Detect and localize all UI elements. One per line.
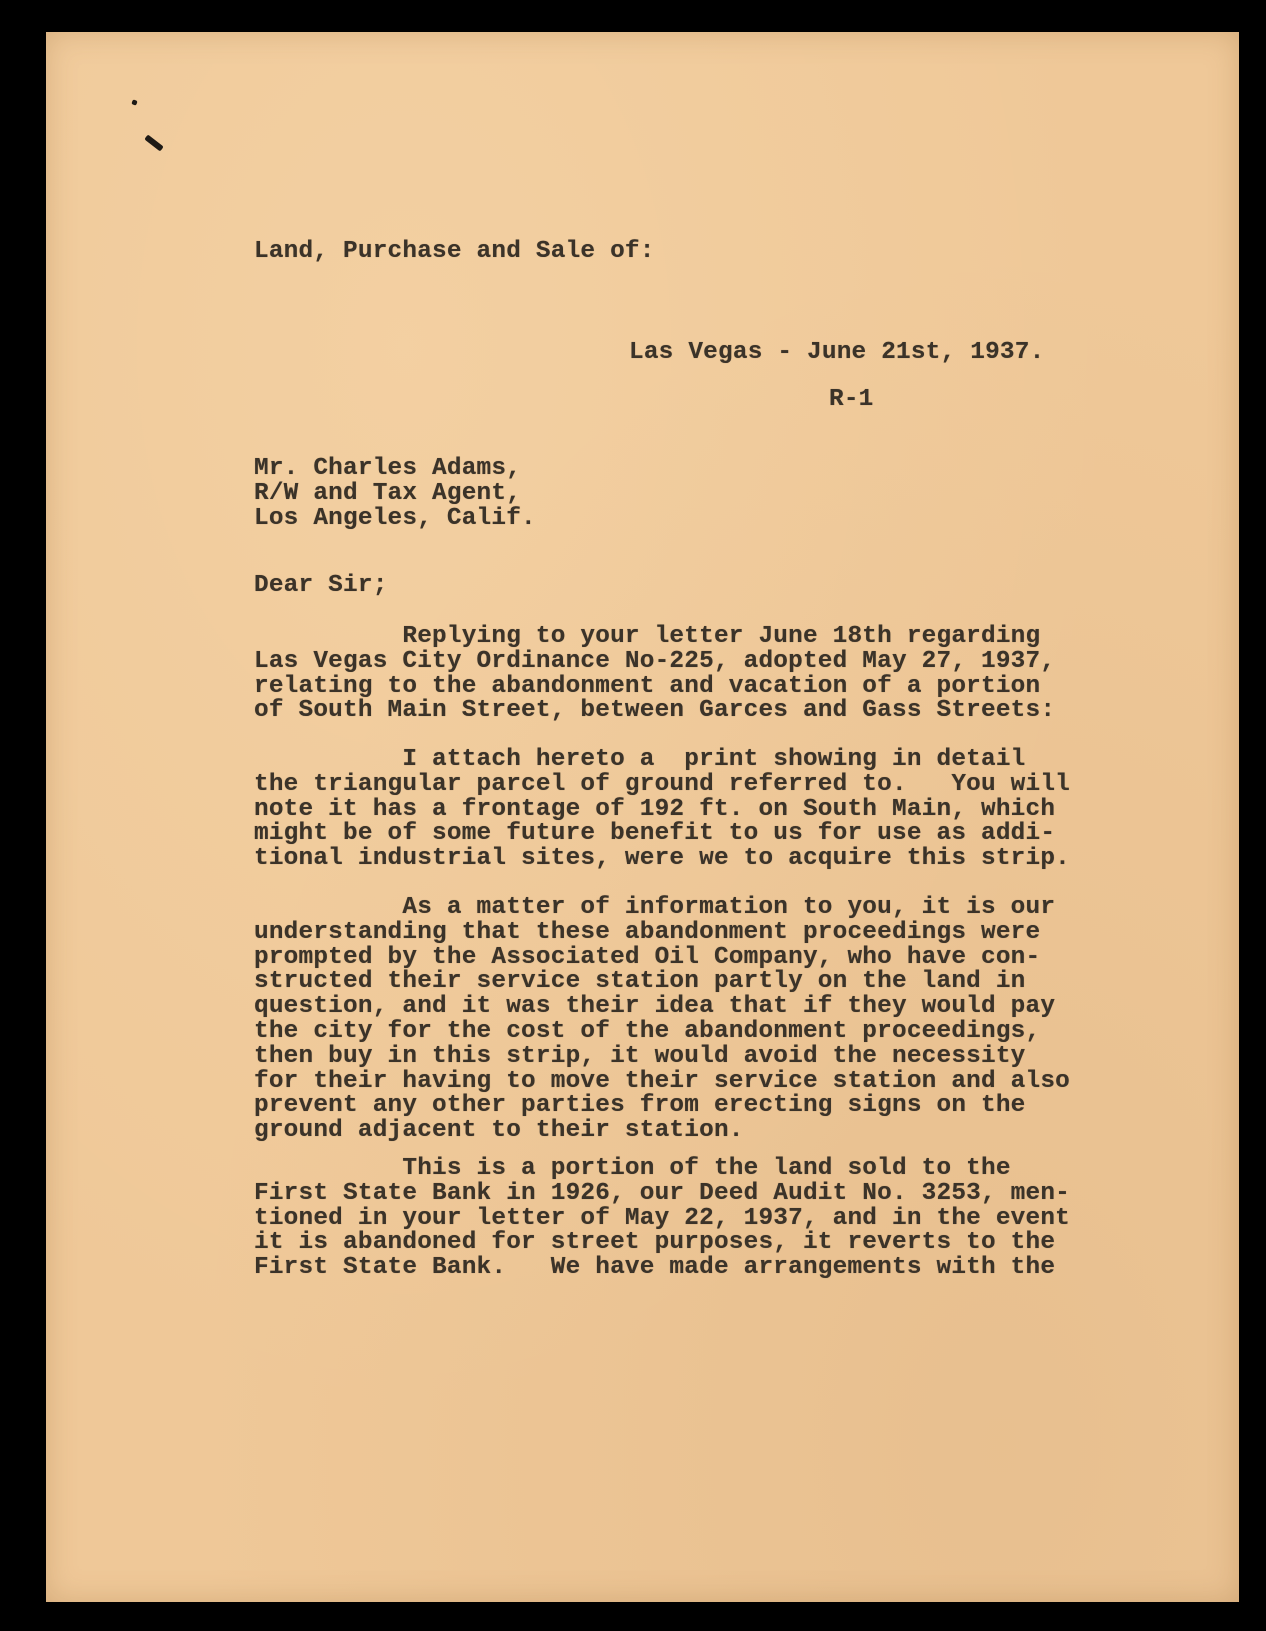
paragraph-3 [254,896,1070,1144]
text-line: tional industrial sites, were we to acquire this strip. [254,845,1071,873]
ink-mark [131,99,137,105]
text-line: it is abandoned for street purposes, it reverts to the [254,1229,1056,1257]
recipient-name: Mr. Charles Adams, [254,455,522,482]
text-line: the triangular parcel of ground referred to. You will [254,770,1071,798]
text-line: prevent any other parties from erecting signs on the [254,1092,1026,1120]
text-line: relating to the abandonment and vacation of a portion [254,672,1041,700]
text-line: for their having to move their service station and also [254,1067,1071,1095]
subject-line: Land, Purchase and Sale of: [254,238,655,265]
text-line: I attach hereto a print showing in detail [254,746,1026,773]
text-line: This is a portion of the land sold to the [254,1155,1011,1182]
text-line: prompted by the Associated Oil Company, who have con- [254,943,1041,971]
text-line: Las Vegas City Ordinance No-225, adopted May 27, 1937, [254,647,1056,675]
reference-number: R-1 [829,386,874,413]
ink-mark [144,134,163,151]
recipient-title: R/W and Tax Agent, [254,480,522,507]
text-line: First State Bank. We have made arrangements with the [254,1254,1056,1282]
text-line: structed their service station partly on the land in [254,968,1026,996]
text-line: the city for the cost of the abandonment proceedings, [254,1017,1041,1045]
text-line: First State Bank in 1926, our Deed Audit No. 3253, men- [254,1179,1071,1207]
text-line: might be of some future benefit to us for use as addi- [254,820,1056,848]
text-line: of South Main Street, between Garces and Gass Streets: [254,697,1056,725]
text-line: Replying to your letter June 18th regarding [254,623,1041,650]
text-line: As a matter of information to you, it is our [254,894,1056,921]
salutation: Dear Sir; [254,572,388,599]
text-line: ground adjacent to their station. [254,1117,744,1145]
letter-page [46,32,1239,1602]
text-line: then buy in this strip, it would avoid the necessity [254,1042,1026,1070]
text-line: question, and it was their idea that if they would pay [254,993,1056,1021]
dateline: Las Vegas - June 21st, 1937. [629,339,1045,366]
paragraph-2 [254,748,1070,872]
text-line: understanding that these abandonment proceedings were [254,918,1041,946]
recipient-city: Los Angeles, Calif. [254,505,536,532]
paragraph-4 [254,1157,1070,1281]
text-line: note it has a frontage of 192 ft. on South Main, which [254,795,1056,823]
paragraph-1 [254,625,1055,724]
text-line: tioned in your letter of May 22, 1937, and in the event [254,1204,1071,1232]
